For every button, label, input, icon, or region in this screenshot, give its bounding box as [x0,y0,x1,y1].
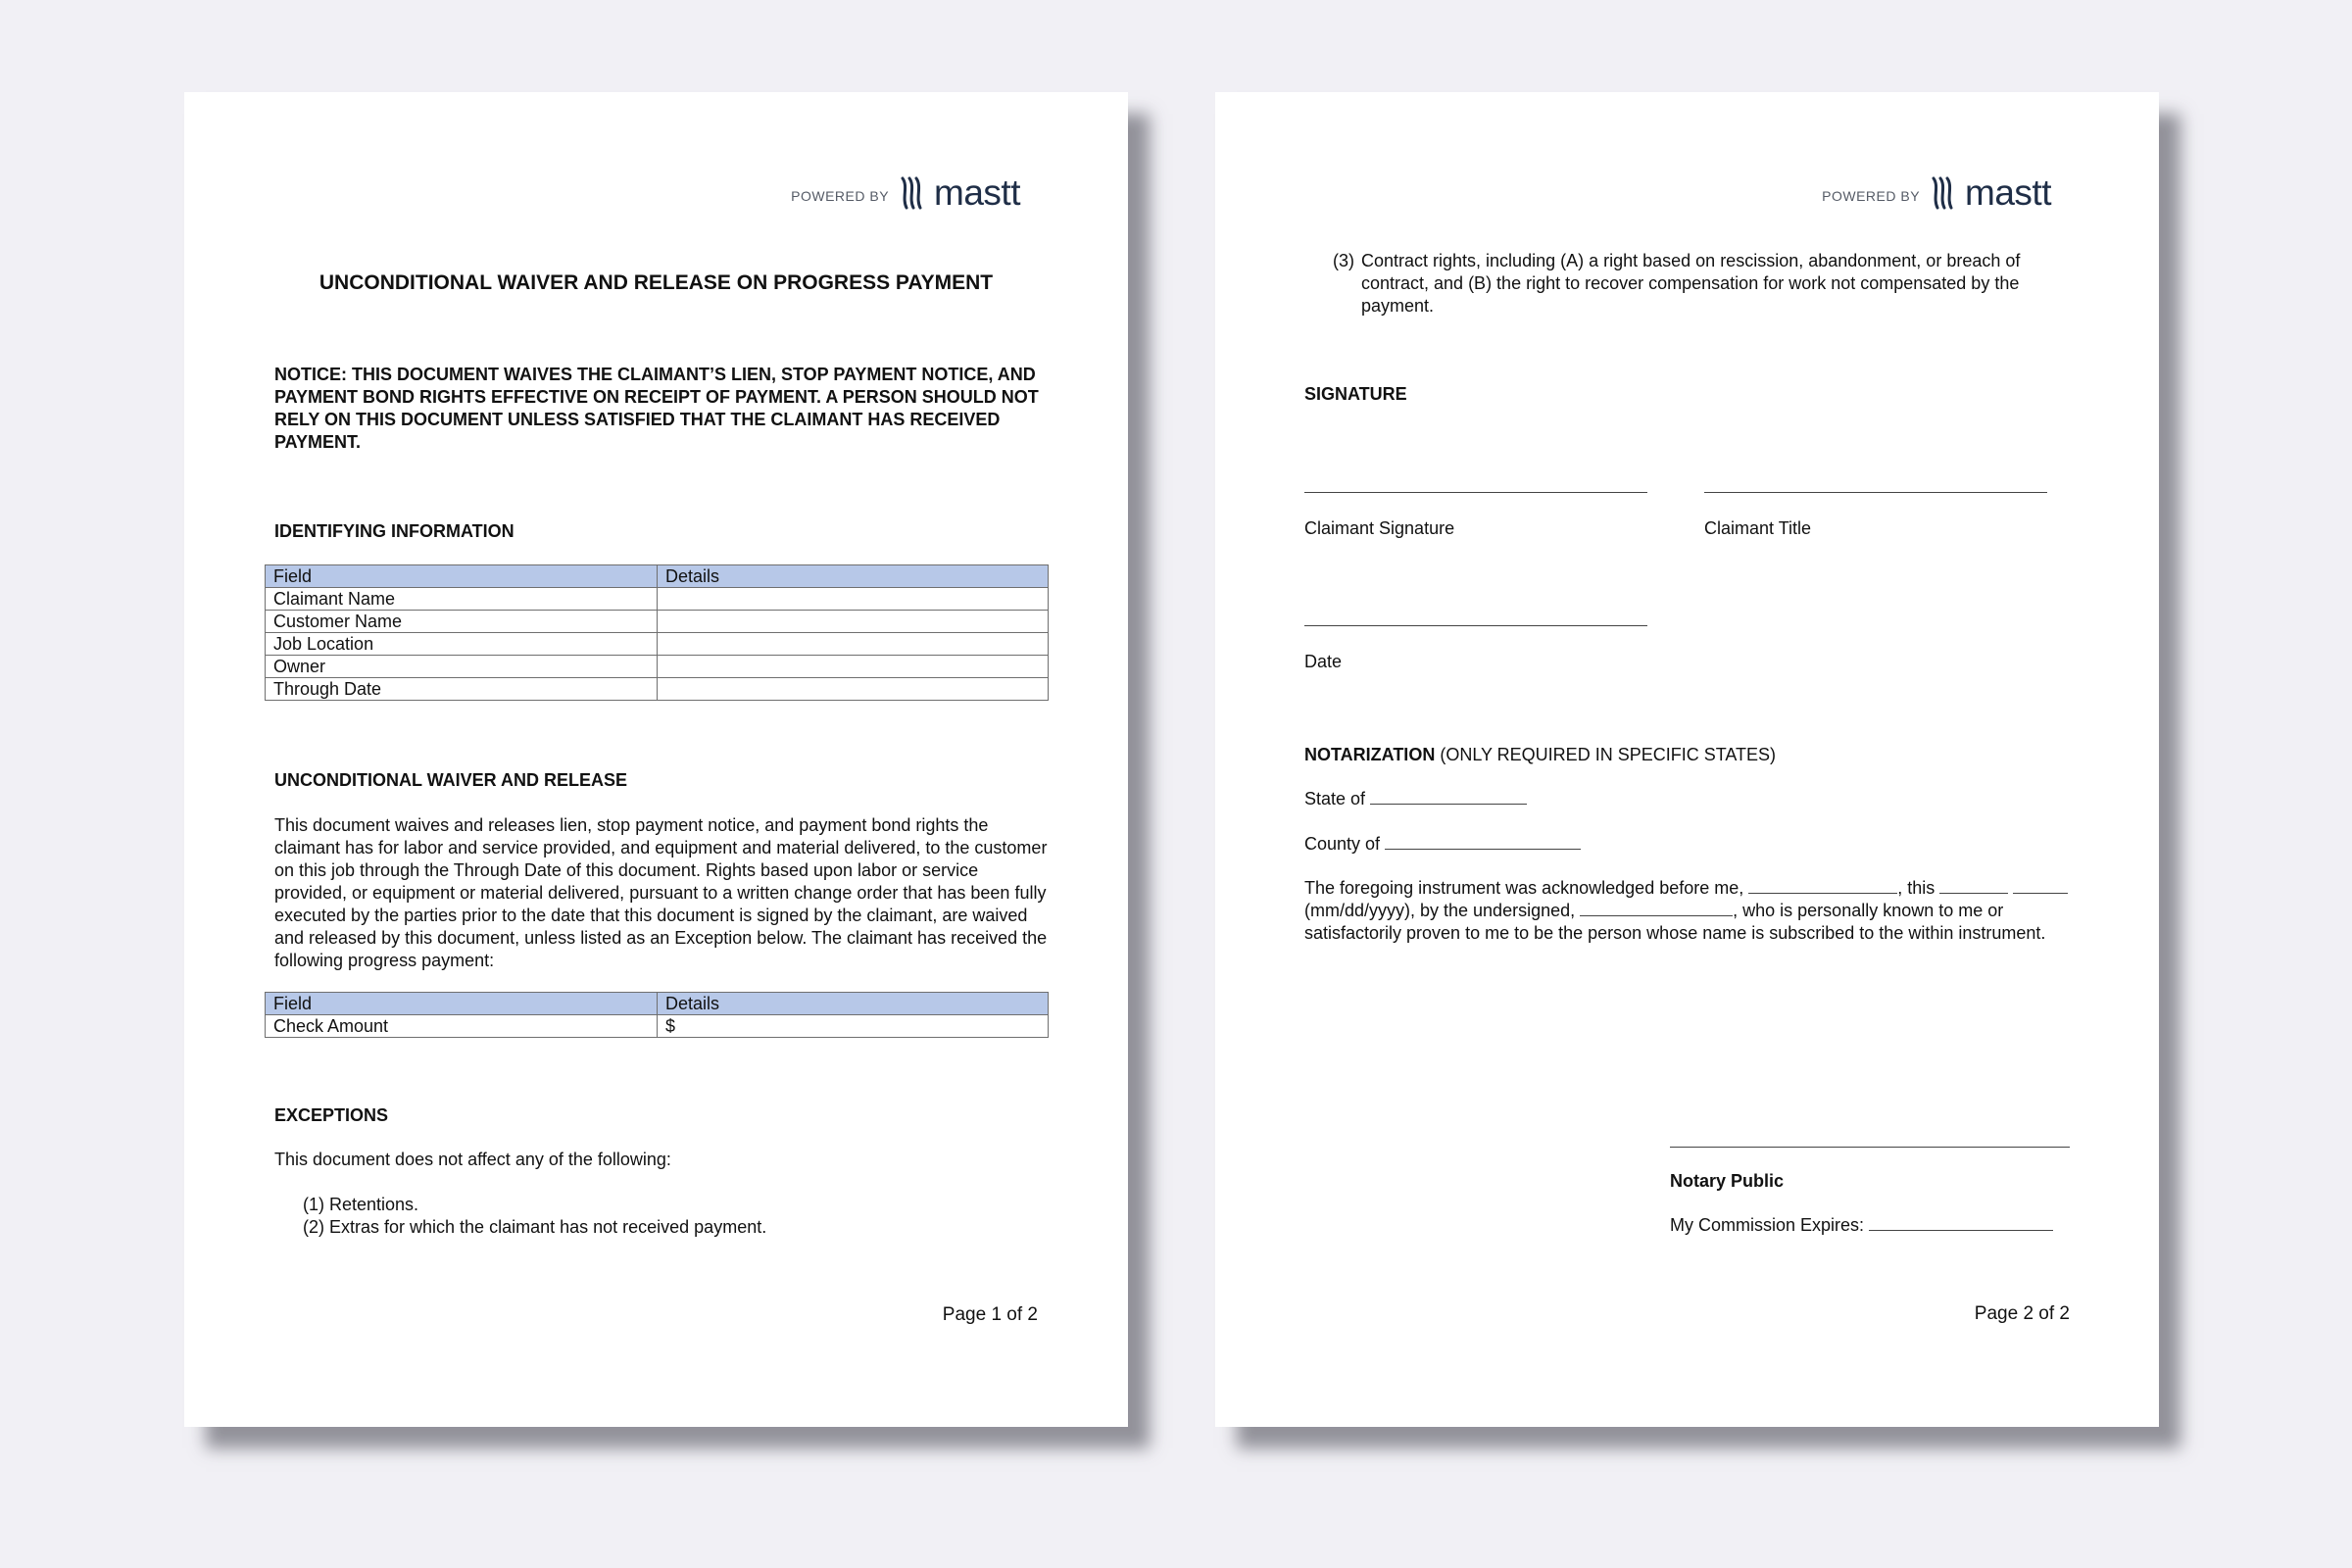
commission-expires-label: My Commission Expires: [1670,1215,1865,1235]
state-of-label: State of [1304,789,1366,808]
notary-public-label: Notary Public [1670,1171,1785,1191]
table-row [266,611,1049,633]
mastt-wordmark: mastt [1965,172,2051,213]
notarization-heading: NOTARIZATION [1304,745,1436,764]
field-cell: Through Date [266,678,658,701]
commission-expires-row [1670,1214,2053,1237]
state-of-blank[interactable] [1370,790,1527,805]
claimant-title-label: Claimant Title [1704,518,1812,538]
table-header-cell: Details [658,565,1049,588]
table-header-cell: Field [266,993,658,1015]
table-header-cell: Field [266,565,658,588]
powered-by-label: POWERED BY [791,188,890,204]
signature-heading: SIGNATURE [1304,384,1407,404]
notice-text: NOTICE: THIS DOCUMENT WAIVES THE CLAIMANT’S LIEN, STOP PAYMENT NOTICE, AND PAYMENT BOND RIGHTS EFFECTIVE ON RECEIPT OF PAYMENT. A PERSON SHOULD NOT RELY ON THIS DOCUMENT UNLESS SATISFIED THAT THE CLAIMANT HAS RECEIVED PAYMENT. [274,365,1039,452]
acknowledgment-part: , who is personally known to me or satisfactorily proven to me to be the person whose name is subscribed to the within instrument. [1304,901,2046,943]
identifying-information-heading: IDENTIFYING INFORMATION [274,521,514,541]
acknowledgment-text [1304,877,2079,945]
exception-item: (1) Retentions. [303,1195,419,1214]
table-row [266,656,1049,678]
date-line[interactable] [1304,625,1647,626]
page-number: Page 2 of 2 [1974,1303,2070,1324]
state-of-row [1304,788,1527,810]
details-cell[interactable] [658,588,1049,611]
date-label: Date [1304,652,1343,671]
undersigned-blank[interactable] [1580,902,1733,916]
field-cell: Check Amount [266,1015,658,1038]
exceptions-heading: EXCEPTIONS [274,1105,389,1125]
mastt-wordmark: mastt [934,172,1020,213]
mastt-logo-icon [1930,174,1959,212]
page-number: Page 1 of 2 [942,1304,1038,1325]
date-month-blank[interactable] [2013,879,2068,894]
document-page-1 [184,92,1128,1427]
document-title: UNCONDITIONAL WAIVER AND RELEASE ON PROGRESS PAYMENT [318,271,994,294]
notary-signature-line[interactable] [1670,1147,2070,1148]
document-page-2 [1215,92,2159,1427]
commission-expires-blank[interactable] [1869,1216,2053,1231]
notarization-note: (ONLY REQUIRED IN SPECIFIC STATES) [1440,745,1777,764]
field-cell: Owner [266,656,658,678]
county-of-label: County of [1304,834,1381,854]
item-3-text: Contract rights, including (A) a right based on rescission, abandonment, or breach of contract, and (B) the right to recover compensation for work not compensated by the payment. [1361,251,2021,316]
field-cell: Customer Name [266,611,658,633]
mastt-logo [1822,172,2051,214]
check-amount-cell[interactable]: $ [658,1015,1049,1038]
claimant-signature-label: Claimant Signature [1304,518,1455,538]
payment-table [265,992,1049,1038]
field-cell: Job Location [266,633,658,656]
county-of-row [1304,833,1581,856]
acknowledged-by-blank[interactable] [1748,879,1897,894]
item-3-prefix: (3) [1333,251,1354,270]
notarization-heading-row [1304,744,1776,766]
acknowledgment-part: The foregoing instrument was acknowledged before me, [1304,878,1744,898]
county-of-blank[interactable] [1385,835,1581,850]
details-cell[interactable] [658,633,1049,656]
table-row [266,678,1049,701]
table-header-row [266,993,1049,1015]
field-cell: Claimant Name [266,588,658,611]
exception-item: (2) Extras for which the claimant has not received payment. [303,1217,767,1237]
details-cell[interactable] [658,611,1049,633]
table-row [266,633,1049,656]
mastt-logo [791,172,1020,214]
date-day-blank[interactable] [1939,879,2008,894]
mastt-logo-icon [899,174,928,212]
exceptions-intro: This document does not affect any of the following: [274,1150,671,1169]
claimant-title-line[interactable] [1704,492,2047,493]
acknowledgment-part: (mm/dd/yyyy), by the undersigned, [1304,901,1576,920]
claimant-signature-line[interactable] [1304,492,1647,493]
powered-by-label: POWERED BY [1822,188,1921,204]
table-header-row [266,565,1049,588]
waiver-release-heading: UNCONDITIONAL WAIVER AND RELEASE [274,770,628,790]
table-row [266,588,1049,611]
waiver-body-text: This document waives and releases lien, stop payment notice, and payment bond rights the claimant has for labor and service provided, and equipment and material delivered, to the customer on this job through the Through Date of this document. Rights based upon labor or service provided, or equipment or material delivered, pursuant to a written change order that has been fully executed by the parties prior to the date that this document is signed by the claimant, are waived and released by this document, unless listed as an Exception below. The claimant has received the following progress payment: [274,815,1048,970]
table-header-cell: Details [658,993,1049,1015]
identifying-information-table [265,564,1049,701]
acknowledgment-part: , this [1897,878,1936,898]
details-cell[interactable] [658,656,1049,678]
table-row [266,1015,1049,1038]
details-cell[interactable] [658,678,1049,701]
